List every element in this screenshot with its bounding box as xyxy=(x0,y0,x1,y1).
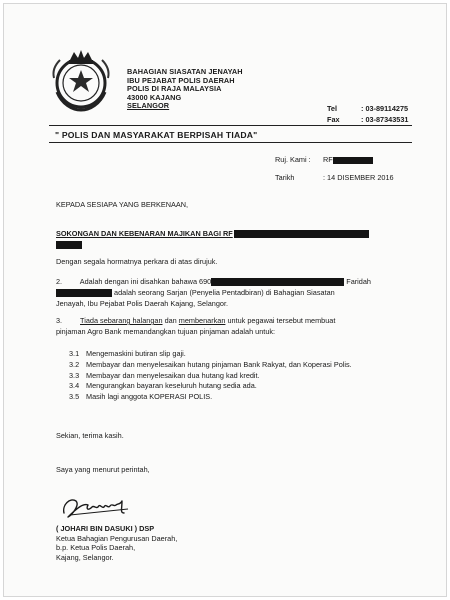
contact-block xyxy=(327,104,408,125)
ruj-value: RF xyxy=(323,155,333,164)
greeting: Dengan segala hormatnya perkara di atas dirujuk. xyxy=(56,257,218,266)
agency-address xyxy=(127,68,243,111)
p3-underlined-2: membenarkan xyxy=(178,316,226,325)
header-divider-top xyxy=(49,125,412,126)
p3-number: 3. xyxy=(56,316,63,325)
fax-value: : 03-87343531 xyxy=(361,114,409,124)
p2-text-b: adalah seorang Sarjan (Penyelia Pentadbiran) di Bahagian Siasatan xyxy=(114,287,335,297)
paragraph-2 xyxy=(56,277,410,309)
signer-on-behalf: b.p. Ketua Polis Daerah, xyxy=(56,543,136,553)
redaction-bar xyxy=(333,157,373,164)
list-item xyxy=(69,392,352,403)
p3-underlined-1: Tiada sebarang halangan xyxy=(80,316,163,325)
p2-text-a: Adalah dengan ini disahkan bahawa 690 xyxy=(79,277,212,286)
item-text: Membayar dan menyelesaikan dua hutang kad kredit. xyxy=(86,370,260,380)
p3-and: dan xyxy=(164,316,177,325)
agency-line-5: SELANGOR xyxy=(127,101,170,111)
redaction-bar xyxy=(211,278,344,286)
sign-off: Saya yang menurut perintah, xyxy=(56,465,150,474)
p3-text-a: untuk pegawai tersebut membuat xyxy=(227,316,336,325)
list-item xyxy=(69,349,352,360)
fax-label: Fax xyxy=(327,114,340,124)
paragraph-3 xyxy=(56,316,410,338)
police-crest-logo xyxy=(48,48,114,114)
signer-location: Kajang, Selangor. xyxy=(56,552,114,562)
item-text: Mengurangkan bayaran keseluruh hutang sedia ada. xyxy=(86,381,257,391)
tel-label: Tel xyxy=(327,104,338,113)
redaction-bar xyxy=(56,241,82,249)
closing-line: Sekian, terima kasih. xyxy=(56,431,124,440)
header-divider-bottom xyxy=(49,142,412,143)
subject-line xyxy=(56,229,369,240)
p2-name: Faridah xyxy=(346,277,371,286)
addressee: KEPADA SESIAPA YANG BERKENAAN, xyxy=(56,200,189,209)
redaction-bar xyxy=(234,230,369,238)
list-item xyxy=(69,381,352,392)
item-number: 3.5 xyxy=(69,392,80,402)
p2-number: 2. xyxy=(56,277,63,286)
item-text: Masih lagi anggota KOPERASI POLIS. xyxy=(86,392,213,402)
agency-line-2: IBU PEJABAT POLIS DAERAH xyxy=(127,75,235,85)
purpose-list xyxy=(69,349,352,403)
item-text: Mengemaskini butiran slip gaji. xyxy=(86,349,186,358)
item-number: 3.2 xyxy=(69,359,80,369)
tarikh-label: Tarikh xyxy=(275,173,295,182)
list-item xyxy=(69,371,352,382)
letter-page xyxy=(3,3,447,597)
p3-text-b: pinjaman Agro Bank memandangkan tujuan pinjaman adalah untuk: xyxy=(56,326,276,336)
handwritten-signature xyxy=(58,491,142,521)
agency-line-1: BAHAGIAN SIASATAN JENAYAH xyxy=(127,67,243,76)
tarikh-value: : 14 DISEMBER 2016 xyxy=(323,173,394,182)
redaction-bar xyxy=(56,289,112,297)
ruj-label: Ruj. Kami : xyxy=(275,155,311,164)
slogan: " POLIS DAN MASYARAKAT BERPISAH TIADA" xyxy=(55,130,258,140)
subject-text: SOKONGAN DAN KEBENARAN MAJIKAN BAGI RF xyxy=(56,229,233,238)
item-number: 3.4 xyxy=(69,381,80,391)
tel-value: : 03-89114275 xyxy=(361,104,409,113)
subject-line-2 xyxy=(56,240,82,251)
agency-line-3: POLIS DI RAJA MALAYSIA xyxy=(127,84,222,94)
signer-block xyxy=(56,524,177,562)
reference-block xyxy=(275,151,394,187)
signer-title: Ketua Bahagian Pengurusan Daerah, xyxy=(56,533,178,543)
item-number: 3.3 xyxy=(69,370,80,380)
p2-text-c: Jenayah, Ibu Pejabat Polis Daerah Kajang, Selangor. xyxy=(56,298,229,308)
item-text: Membayar dan menyelesaikan hutang pinjaman Bank Rakyat, dan Koperasi Polis. xyxy=(86,359,352,369)
list-item xyxy=(69,360,352,371)
item-number: 3.1 xyxy=(69,349,80,358)
signer-name: ( JOHARI BIN DASUKI ) DSP xyxy=(56,524,155,533)
agency-line-4: 43000 KAJANG xyxy=(127,92,182,102)
